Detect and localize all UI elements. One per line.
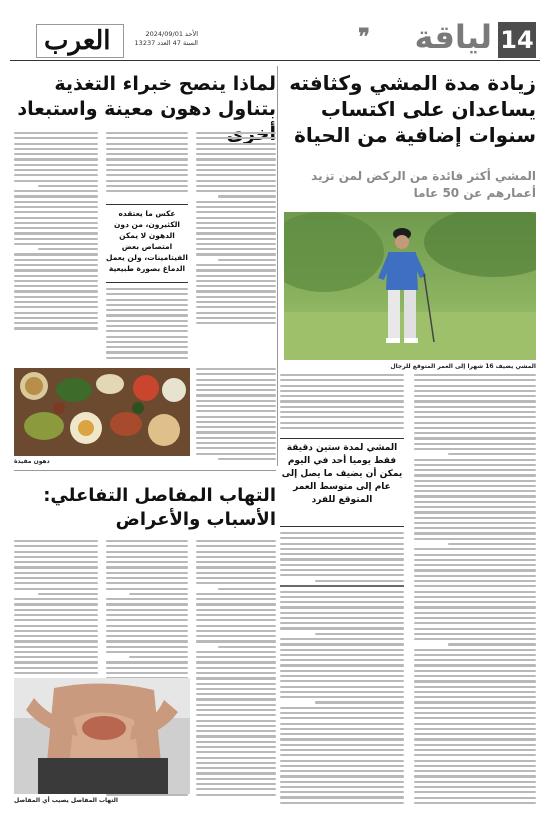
pull-rule-fats-bottom xyxy=(106,282,188,283)
photo-fats xyxy=(14,368,190,456)
page-number: 14 xyxy=(498,22,536,58)
issue-date: الأحد 2024/09/01 xyxy=(145,30,198,38)
back-pain-image xyxy=(14,678,190,794)
headline-walking: زيادة مدة المشي وكثافته يساعدان على اكتساب سنوات إضافية من الحياة xyxy=(289,71,536,147)
body-col-right-1 xyxy=(414,374,536,806)
photo-golfer xyxy=(284,212,536,360)
headline-fats: لماذا ينصح خبراء التغذية بتناول دهون معينة واستبعاد xyxy=(17,73,276,120)
photo-caption-golfer: المشي يضيف 16 شهرا إلى العمر المتوقع للرجال xyxy=(390,363,536,370)
photo-caption-arthritis: التهاب المفاصل يصيب أي المفاصل xyxy=(14,797,118,804)
issue-number: السنة 47 العدد 13237 xyxy=(134,39,198,47)
headline-arthritis: التهاب المفاصل التفاعلي: الأسباب والأعراض xyxy=(43,485,276,530)
fats-food-image xyxy=(14,368,190,456)
pull-rule-fats-top xyxy=(106,204,188,205)
body-col-arthritis-3 xyxy=(14,540,98,674)
photo-arthritis xyxy=(14,678,190,794)
section-divider xyxy=(14,470,276,471)
subhead-walking: المشي أكثر فائدة من الركض لمن تزيد أعمارهم عن 50 عاما xyxy=(311,169,536,200)
body-col-fats-3 xyxy=(106,288,188,364)
body-col-fats-5 xyxy=(196,368,276,464)
body-col-fats-2 xyxy=(106,132,188,200)
body-col-arthritis-1 xyxy=(196,540,276,806)
pull-quote-fats: عكس ما يعتقده الكثيرون، من دون الدهون لا يمكن امتصاص بعض الفيتامينات، ولن يعمل الدماغ بصورة طبيعية xyxy=(106,209,188,273)
pull-quote-walking: المشي لمدة ستين دقيقة فقط يوميا أحد في اليوم يمكن أن يضيف ما يصل إلى عام إلى متوسط العمر المتوقع للفرد xyxy=(281,443,403,505)
section-title: لياقة xyxy=(414,18,492,56)
body-col-fats-1 xyxy=(196,132,276,364)
masthead-rule xyxy=(10,60,540,61)
body-col-fats-4 xyxy=(14,132,98,364)
pull-rule-top xyxy=(280,438,404,439)
quote-icon: ❞ xyxy=(358,24,370,50)
photo-caption-fats: دهون مفيدة xyxy=(14,458,50,465)
newspaper-logo: العرب xyxy=(44,26,111,56)
body-col-right-3 xyxy=(280,532,404,806)
golfer-image xyxy=(284,212,536,360)
dateline xyxy=(134,30,198,48)
body-col-right-2 xyxy=(280,374,404,434)
pull-rule-bottom xyxy=(280,526,404,527)
